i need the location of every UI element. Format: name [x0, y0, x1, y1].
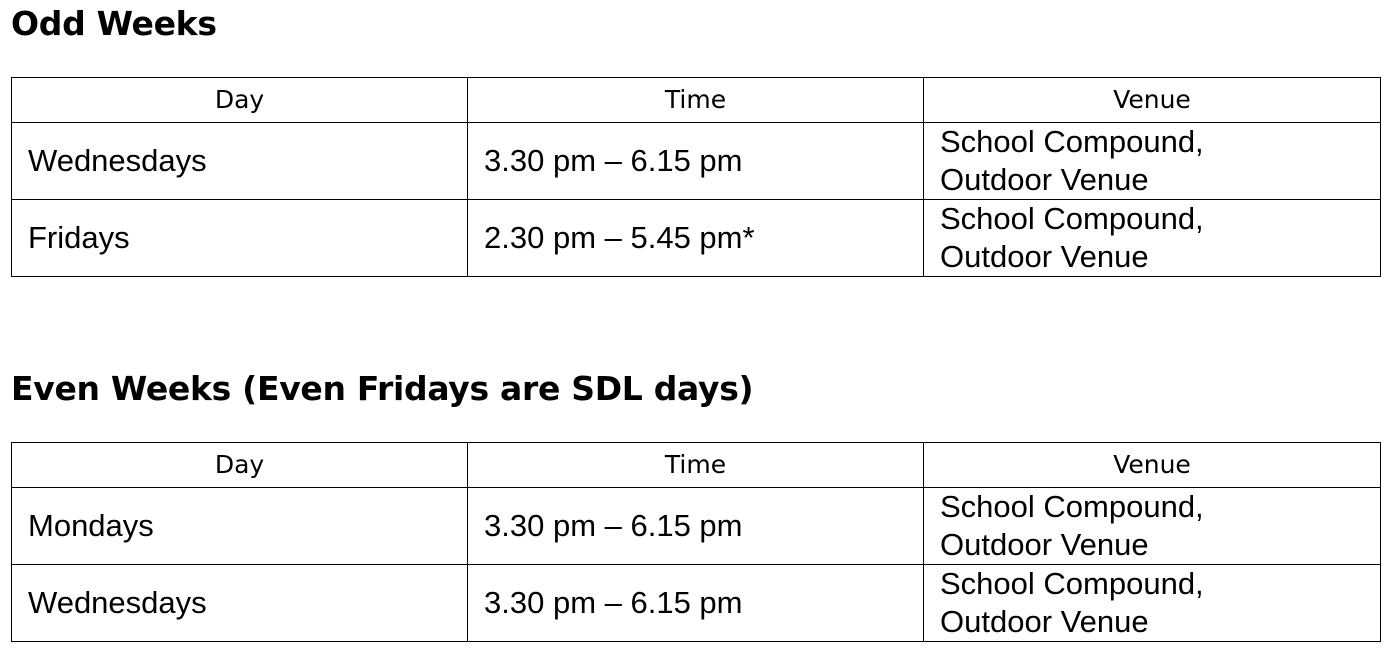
venue-cell	[924, 488, 1381, 565]
day-column-header: Day	[12, 78, 468, 123]
table-row	[12, 488, 1381, 565]
day-column-header: Day	[12, 443, 468, 488]
venue-line-1: School Compound,	[940, 201, 1204, 236]
day-cell: Wednesdays	[12, 123, 468, 200]
time-column-header: Time	[468, 443, 924, 488]
day-cell: Wednesdays	[12, 565, 468, 642]
odd-weeks-table	[11, 77, 1381, 277]
table-row	[12, 123, 1381, 200]
venue-line-1: School Compound,	[940, 489, 1204, 524]
venue-line-1: School Compound,	[940, 566, 1204, 601]
venue-line-2: Outdoor Venue	[940, 239, 1149, 274]
odd-weeks-heading: Odd Weeks	[11, 4, 217, 43]
time-cell: 3.30 pm – 6.15 pm	[468, 565, 924, 642]
venue-cell	[924, 123, 1381, 200]
time-cell: 2.30 pm – 5.45 pm*	[468, 200, 924, 277]
venue-cell	[924, 565, 1381, 642]
venue-column-header: Venue	[924, 443, 1381, 488]
even-weeks-table	[11, 442, 1381, 642]
time-column-header: Time	[468, 78, 924, 123]
venue-line-1: School Compound,	[940, 124, 1204, 159]
time-cell: 3.30 pm – 6.15 pm	[468, 488, 924, 565]
venue-cell	[924, 200, 1381, 277]
table-header-row	[12, 443, 1381, 488]
table-row	[12, 565, 1381, 642]
venue-line-2: Outdoor Venue	[940, 162, 1149, 197]
venue-line-2: Outdoor Venue	[940, 604, 1149, 639]
venue-line-2: Outdoor Venue	[940, 527, 1149, 562]
time-cell: 3.30 pm – 6.15 pm	[468, 123, 924, 200]
even-weeks-heading: Even Weeks (Even Fridays are SDL days)	[11, 369, 754, 408]
day-cell: Mondays	[12, 488, 468, 565]
day-cell: Fridays	[12, 200, 468, 277]
venue-column-header: Venue	[924, 78, 1381, 123]
table-row	[12, 200, 1381, 277]
table-header-row	[12, 78, 1381, 123]
